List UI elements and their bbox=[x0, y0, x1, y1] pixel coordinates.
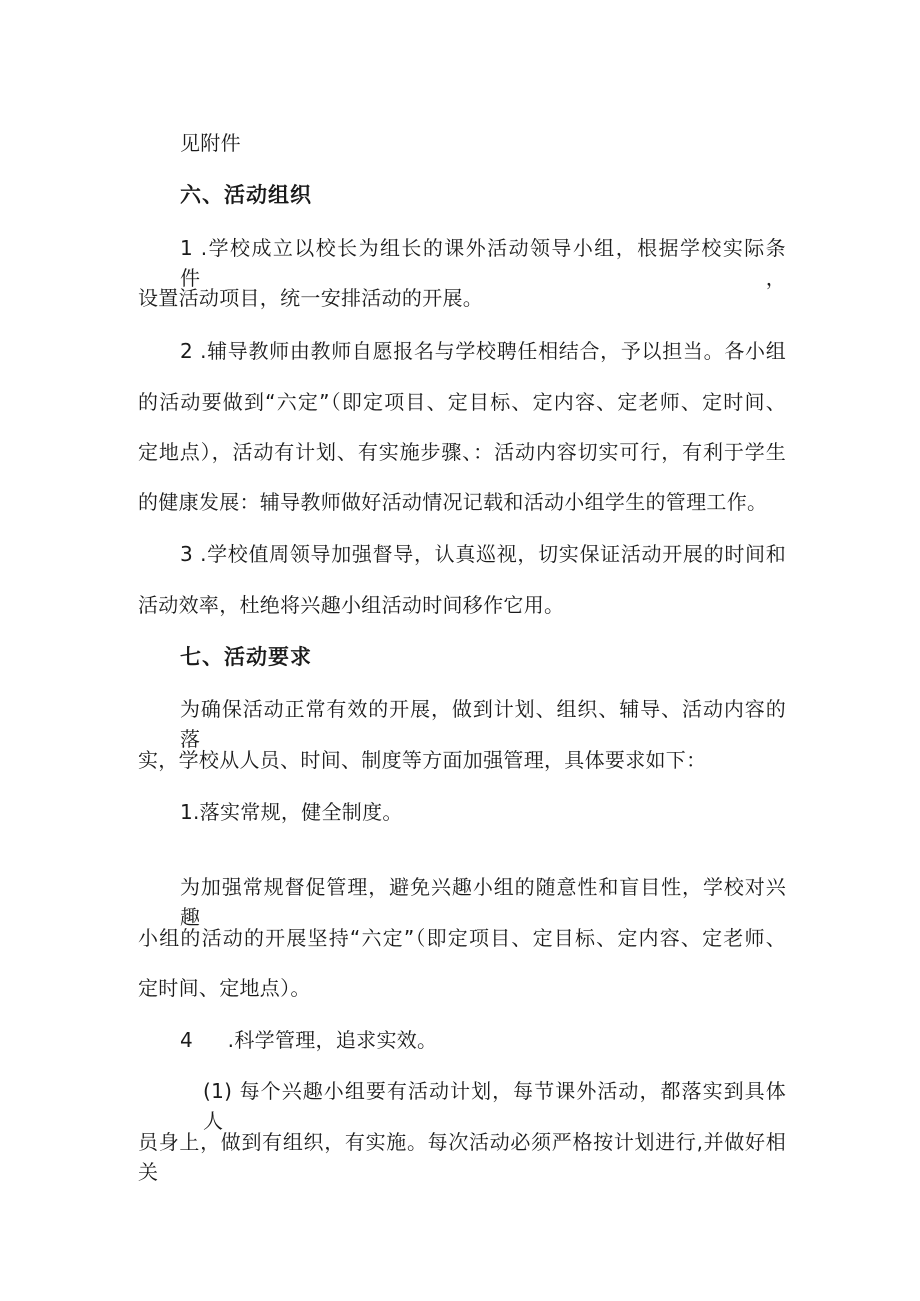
paragraph-line: 3 .学校值周领导加强督导，认真巡视，切实保证活动开展的时间和 bbox=[180, 542, 786, 566]
paragraph-line: 定地点），活动有计划、有实施步骤、：活动内容切实可行，有利于学生 bbox=[138, 440, 786, 464]
paragraph-line: 的活动要做到“六定”（即定项目、定目标、定内容、定老师、定时间、 bbox=[138, 390, 786, 414]
paragraph-line: 2 .辅导教师由教师自愿报名与学校聘任相结合，予以担当。各小组 bbox=[180, 339, 786, 363]
paragraph-line: 员身上，做到有组织，有实施。每次活动必须严格按计划进行,并做好相关 bbox=[138, 1130, 786, 1184]
subheading-management: 4 .科学管理，追求实效。 bbox=[180, 1028, 438, 1052]
attachment-note: 见附件 bbox=[180, 131, 241, 155]
paragraph-line: 设置活动项目，统一安排活动的开展。 bbox=[138, 286, 484, 310]
paragraph-line: 活动效率，杜绝将兴趣小组活动时间移作它用。 bbox=[138, 593, 565, 617]
paragraph-line: 的健康发展：辅导教师做好活动情况记载和活动小组学生的管理工作。 bbox=[138, 490, 768, 514]
section-heading-requirements: 七、活动要求 bbox=[180, 645, 312, 669]
paragraph-line: (1) 每个兴趣小组要有活动计划，每节课外活动，都落实到具体人 bbox=[203, 1079, 786, 1133]
paragraph-line: 小组的活动的开展坚持“六定”（即定项目、定目标、定内容、定老师、 bbox=[138, 926, 786, 950]
paragraph-line: 为加强常规督促管理，避免兴趣小组的随意性和盲目性，学校对兴趣 bbox=[180, 875, 786, 929]
section-heading-organization: 六、活动组织 bbox=[180, 183, 312, 207]
paragraph-line: 1 .学校成立以校长为组长的课外活动领导小组，根据学校实际条件， bbox=[180, 236, 786, 290]
paragraph-line: 为确保活动正常有效的开展，做到计划、组织、辅导、活动内容的落 bbox=[180, 697, 786, 751]
paragraph-line: 实，学校从人员、时间、制度等方面加强管理，具体要求如下： bbox=[138, 748, 707, 772]
subheading-routine: 1.落实常规，健全制度。 bbox=[180, 800, 403, 824]
paragraph-line: 定时间、定地点）。 bbox=[138, 976, 311, 1000]
